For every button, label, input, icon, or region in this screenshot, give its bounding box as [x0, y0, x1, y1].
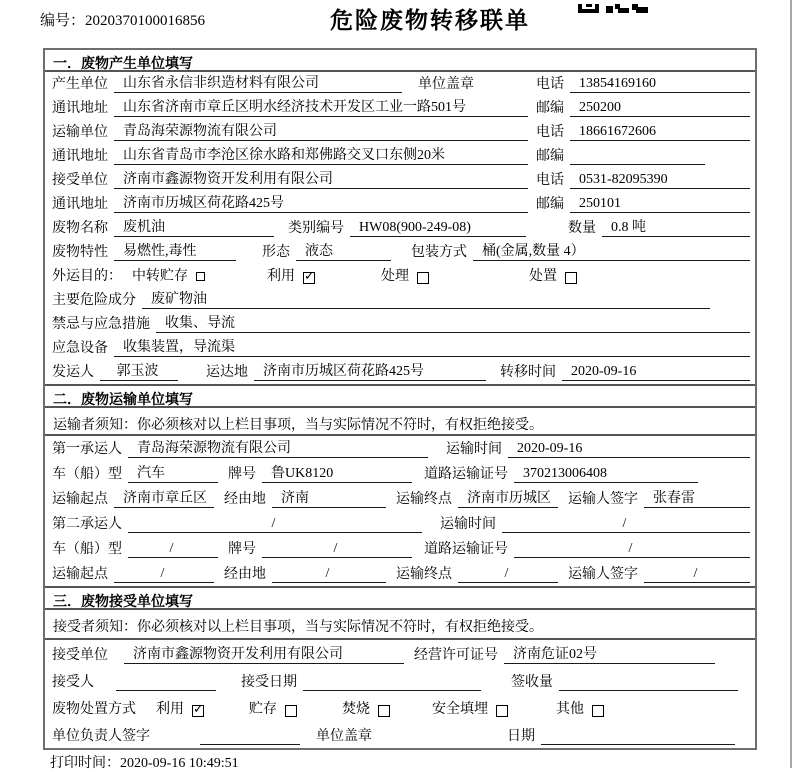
- first-vehicle-type-value: 汽车: [128, 465, 218, 483]
- producer-zip-value: 250200: [570, 99, 750, 117]
- option-disposal-use-label: 利用: [156, 702, 184, 717]
- first-transport-time-label: 运输时间: [446, 442, 502, 457]
- second-via-label: 经由地: [224, 567, 266, 582]
- row-dispatch: [45, 360, 755, 384]
- producer-phone-group: [536, 75, 750, 93]
- first-plate-label: 牌号: [228, 467, 256, 482]
- checkbox-treat: [417, 272, 429, 284]
- row-waste-name: [45, 216, 755, 240]
- print-time-line: [50, 752, 239, 772]
- first-carrier-label: 第一承运人: [52, 442, 122, 457]
- producer-phone-label: 电话: [536, 77, 564, 92]
- option-other-label: 其他: [556, 702, 584, 717]
- first-endpoint-label: 运输终点: [396, 492, 452, 507]
- first-plate-value: 鲁UK8120: [262, 465, 412, 483]
- section1-header: 一．废物产生单位填写: [45, 50, 755, 72]
- row-first-vehicle: [45, 461, 755, 486]
- row-accept-unit: [45, 640, 755, 667]
- received-amount-value: [559, 690, 738, 691]
- accept-person-value: [116, 690, 216, 691]
- taboo-measures-value: 收集、导流: [156, 315, 750, 333]
- producer-phone-value: 13854169160: [570, 75, 750, 93]
- second-carrier-label: 第二承运人: [52, 517, 122, 532]
- transporter-zip-label: 邮编: [536, 149, 564, 164]
- destination-label: 运达地: [206, 365, 248, 380]
- row-disposal-method: [45, 694, 755, 721]
- transporter-label: 运输单位: [52, 125, 108, 140]
- transporter-phone-group: [536, 123, 750, 141]
- qr-code-remnant: [578, 0, 650, 18]
- row-accept-person: [45, 667, 755, 694]
- receiver-value: 济南市鑫源物资开发利用有限公司: [114, 171, 528, 189]
- serial-label: 编号：: [40, 13, 86, 29]
- second-vehicle-type-value: /: [128, 540, 218, 558]
- producer-address-label: 通讯地址: [52, 101, 108, 116]
- transporter-phone-value: 18661672606: [570, 123, 750, 141]
- page-edge-line: [790, 0, 792, 768]
- transfer-time-label: 转移时间: [500, 365, 556, 380]
- row-first-carrier: [45, 436, 755, 461]
- transporter-value: 青岛海荣源物流有限公司: [114, 123, 528, 141]
- transporter-address-value: 山东省青岛市李沧区徐水路和郑佛路交叉口东侧20米: [114, 147, 528, 165]
- row-waste-traits: [45, 240, 755, 264]
- hazard-component-label: 主要危险成分: [52, 293, 136, 308]
- print-time-label: 打印时间：: [50, 756, 120, 771]
- first-endpoint-value: 济南市历城区: [458, 490, 558, 508]
- row-unit-signature: [45, 721, 755, 748]
- option-incinerate: [342, 701, 390, 718]
- row-transporter-address: [45, 144, 755, 168]
- row-producer-address: [45, 96, 755, 120]
- received-amount-label: 签收量: [511, 675, 553, 690]
- checkbox-dispose: [565, 272, 577, 284]
- producer-label: 产生单位: [52, 77, 108, 92]
- option-landfill-label: 安全填埋: [432, 702, 488, 717]
- first-carrier-sign-value: 张春雷: [644, 490, 750, 508]
- option-transfer-storage: [132, 268, 205, 285]
- receiver-notice: 接受者须知：你必须核对以上栏目事项，当与实际情况不符时，有权拒绝接受。: [45, 610, 755, 640]
- first-transport-time-value: 2020-09-16: [508, 440, 750, 458]
- receiver-zip-label: 邮编: [536, 197, 564, 212]
- second-transport-time-label: 运输时间: [440, 517, 496, 532]
- first-carrier-sign-label: 运输人签字: [568, 492, 638, 507]
- receiver-phone-label: 电话: [536, 173, 564, 188]
- serial-value: 2020370100016856: [85, 13, 206, 29]
- business-license-label: 经营许可证号: [414, 648, 498, 663]
- disposal-method-label: 废物处置方式: [52, 702, 136, 717]
- option-storage-label: 贮存: [249, 702, 277, 717]
- row-second-route: [45, 561, 755, 586]
- accept-unit-value: 济南市鑫源物资开发利用有限公司: [124, 646, 404, 664]
- second-via-value: /: [272, 565, 386, 583]
- first-road-license-label: 道路运输证号: [424, 467, 508, 482]
- packaging-value: 桶(金属,数量 4）: [473, 243, 750, 261]
- receiver-zip-value: 250101: [570, 195, 750, 213]
- destination-value: 济南市历城区荷花路425号: [254, 363, 486, 381]
- producer-zip-label: 邮编: [536, 101, 564, 116]
- accept-date-value: [303, 690, 481, 691]
- first-via-label: 经由地: [224, 492, 266, 507]
- checkbox-other: [592, 705, 604, 717]
- row-second-vehicle: [45, 536, 755, 561]
- second-road-license-value: /: [514, 540, 750, 558]
- waste-traits-value: 易燃性,毒性: [114, 243, 236, 261]
- producer-seal-label: 单位盖章: [418, 77, 474, 92]
- option-landfill: [432, 701, 508, 718]
- sign-date-label: 日期: [507, 729, 535, 744]
- option-transfer-storage-label: 中转贮存: [132, 269, 188, 284]
- dispatcher-label: 发运人: [52, 365, 94, 380]
- accept-unit-label: 接受单位: [52, 648, 108, 663]
- section2-header: 二．废物运输单位填写: [45, 384, 755, 408]
- row-receiver: [45, 168, 755, 192]
- unit-signature-value: [200, 744, 300, 745]
- dispatcher-value: 郭玉波: [100, 363, 178, 381]
- waste-traits-label: 废物特性: [52, 245, 108, 260]
- second-origin-value: /: [114, 565, 214, 583]
- receiver-label: 接受单位: [52, 173, 108, 188]
- unit-seal-label: 单位盖章: [316, 729, 372, 744]
- option-treat: [381, 268, 429, 285]
- accept-date-label: 接受日期: [241, 675, 297, 690]
- producer-value: 山东省永信非织造材料有限公司: [114, 75, 402, 93]
- transporter-notice: 运输者须知：你必须核对以上栏目事项，当与实际情况不符时，有权拒绝接受。: [45, 408, 755, 436]
- row-producer: [45, 72, 755, 96]
- option-purpose-use-label: 利用: [267, 269, 295, 284]
- producer-address-value: 山东省济南市章丘区明水经济技术开发区工业一路501号: [114, 99, 528, 117]
- second-carrier-value: /: [128, 515, 422, 533]
- second-vehicle-type-label: 车（船）型: [52, 542, 122, 557]
- row-first-route: [45, 486, 755, 511]
- checkbox-transfer-storage: [196, 272, 205, 281]
- transporter-phone-label: 电话: [536, 125, 564, 140]
- first-origin-value: 济南市章丘区: [114, 490, 214, 508]
- transporter-zip-value: [570, 164, 705, 165]
- second-endpoint-label: 运输终点: [396, 567, 452, 582]
- waste-form-value: 液态: [296, 243, 391, 261]
- row-taboo-measures: [45, 312, 755, 336]
- waste-quantity-label: 数量: [568, 221, 596, 236]
- waste-form-label: 形态: [262, 245, 290, 260]
- option-dispose: [529, 268, 577, 285]
- second-carrier-sign-label: 运输人签字: [568, 567, 638, 582]
- checkbox-incinerate: [378, 705, 390, 717]
- receiver-phone-group: [536, 171, 750, 189]
- producer-zip-group: [536, 99, 750, 117]
- option-incinerate-label: 焚烧: [342, 702, 370, 717]
- checkbox-landfill: [496, 705, 508, 717]
- second-road-license-label: 道路运输证号: [424, 542, 508, 557]
- business-license-value: 济南危证02号: [504, 646, 715, 664]
- transporter-zip-group: [536, 148, 750, 165]
- checkbox-disposal-use: [192, 705, 204, 717]
- receiver-phone-value: 0531-82095390: [570, 171, 750, 189]
- second-carrier-sign-value: /: [644, 565, 750, 583]
- second-plate-value: /: [262, 540, 412, 558]
- section3-header: 三．废物接受单位填写: [45, 586, 755, 610]
- row-second-carrier: [45, 511, 755, 536]
- receiver-address-label: 通讯地址: [52, 197, 108, 212]
- waste-name-label: 废物名称: [52, 221, 108, 236]
- manifest-form-table: [43, 48, 757, 750]
- waste-category-label: 类别编号: [288, 221, 344, 236]
- option-purpose-use: [267, 268, 315, 285]
- emergency-equipment-value: 收集装置，导流渠: [114, 339, 750, 357]
- accept-person-label: 接受人: [52, 675, 94, 690]
- waste-name-value: 废机油: [114, 219, 274, 237]
- packaging-label: 包装方式: [411, 245, 467, 260]
- transfer-purpose-label: 外运目的：: [52, 269, 122, 284]
- waste-quantity-value: 0.8 吨: [602, 219, 750, 237]
- row-emergency-equipment: [45, 336, 755, 360]
- row-transfer-purpose: [45, 264, 755, 288]
- second-endpoint-value: /: [458, 565, 558, 583]
- transfer-time-value: 2020-09-16: [562, 363, 750, 381]
- option-treat-label: 处理: [381, 269, 409, 284]
- option-dispose-label: 处置: [529, 269, 557, 284]
- emergency-equipment-label: 应急设备: [52, 341, 108, 356]
- waste-category-value: HW08(900-249-08): [350, 219, 526, 237]
- checkbox-storage: [285, 705, 297, 717]
- option-disposal-use: [156, 701, 204, 718]
- first-road-license-value: 370213006408: [514, 465, 698, 483]
- unit-signature-label: 单位负责人签字: [52, 729, 150, 744]
- qr-code-remnant-graphic: [578, 4, 650, 13]
- row-hazard-component: [45, 288, 755, 312]
- hazard-component-value: 废矿物油: [142, 291, 710, 309]
- row-receiver-address: [45, 192, 755, 216]
- option-other: [556, 701, 604, 718]
- first-carrier-value: 青岛海荣源物流有限公司: [128, 440, 428, 458]
- print-time-value: 2020-09-16 10:49:51: [120, 756, 239, 771]
- second-transport-time-value: /: [502, 515, 750, 533]
- option-storage: [249, 701, 297, 718]
- receiver-address-value: 济南市历城区荷花路425号: [114, 195, 528, 213]
- second-plate-label: 牌号: [228, 542, 256, 557]
- checkbox-purpose-use: [303, 272, 315, 284]
- row-transporter: [45, 120, 755, 144]
- first-vehicle-type-label: 车（船）型: [52, 467, 122, 482]
- transporter-address-label: 通讯地址: [52, 149, 108, 164]
- sign-date-value: [541, 744, 735, 745]
- page-title: 危险废物转移联单: [330, 7, 530, 33]
- first-origin-label: 运输起点: [52, 492, 108, 507]
- second-origin-label: 运输起点: [52, 567, 108, 582]
- taboo-measures-label: 禁忌与应急措施: [52, 317, 150, 332]
- receiver-zip-group: [536, 195, 750, 213]
- first-via-value: 济南: [272, 490, 386, 508]
